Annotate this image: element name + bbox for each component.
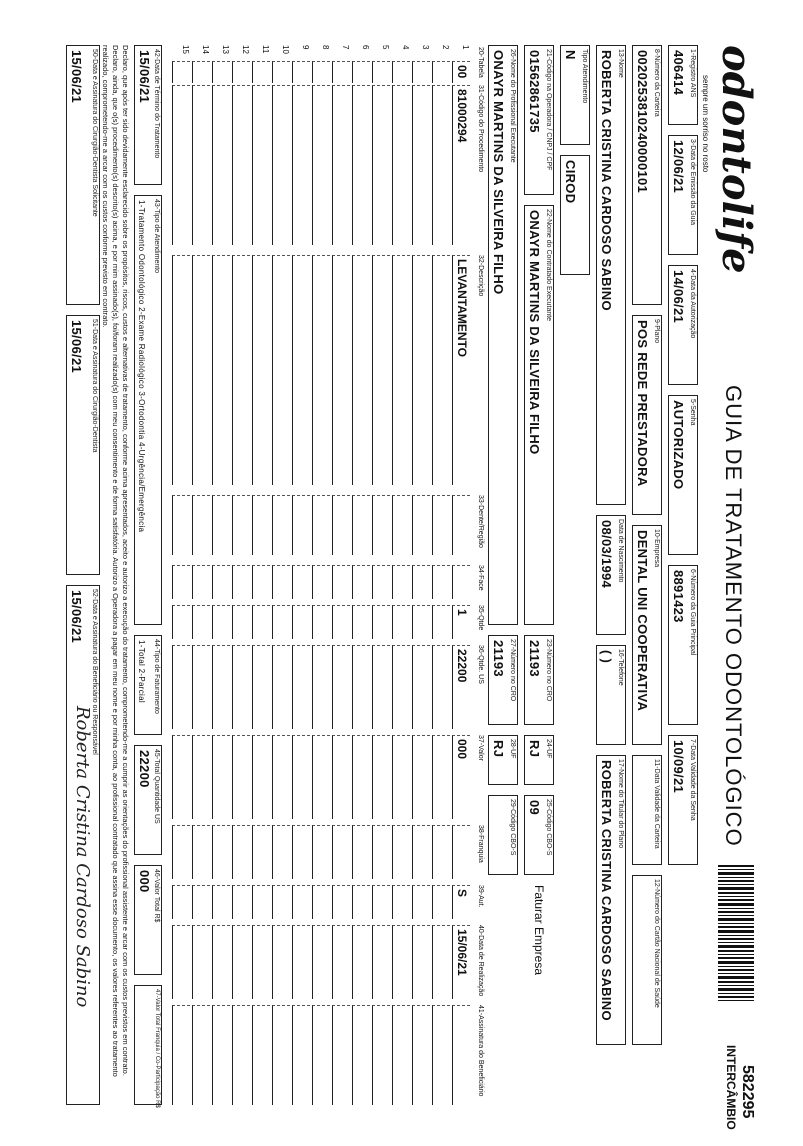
table-cell-codigo [272,85,290,245]
table-cell-valor [352,735,370,819]
table-cell-codigo [432,85,450,245]
data-nascimento-field: Data de Nascimento 08/03/1994 [596,515,626,635]
table-cell-assin [332,1005,350,1105]
table-cell-n: 8 [321,45,330,50]
table-cell-assin [452,1005,470,1105]
data-emissao-field: 3-Data de Emissão da Guia 12/06/21 [668,135,698,255]
table-cell-codigo [412,85,430,245]
table-cell-data [192,925,210,999]
table-cell-dente [352,495,370,555]
table-cell-valor [372,735,390,819]
total-valor-field: 46-Valor Total R$ 000 [134,865,162,975]
table-cell-face [352,565,370,599]
table-cell-aut [332,885,350,919]
validade-carteira-field: 11-Data Validade da Carteira [632,755,662,865]
table-cell-aut [272,885,290,919]
table-cell-codigo [332,85,350,245]
beneficiary-signature: Roberta Cristina Cardoso Sabino [72,706,93,1008]
table-cell-face [452,565,470,599]
table-cell-us [252,645,270,729]
table-cell-qtde [392,605,410,639]
table-cell-descricao [232,255,250,485]
table-cell-us [392,645,410,729]
logo-tagline: sempre um sorriso no rosto [701,75,710,173]
table-cell-data [412,925,430,999]
table-cell-n: 12 [241,45,250,54]
table-cell-assin [252,1005,270,1105]
table-cell-descricao [412,255,430,485]
table-cell-n: 10 [281,45,290,54]
table-cell-face [172,565,190,599]
table-cell-valor [232,735,250,819]
table-row [452,45,470,1105]
table-cell-franquia [372,825,390,879]
table-cell-us [332,645,350,729]
table-cell-tabela [312,61,330,83]
table-row [232,45,250,1105]
table-cell-franquia [432,825,450,879]
table-cell-franquia [452,825,470,879]
cbos-executante-field: 29-Código CBO-S [488,795,518,875]
table-cell-codigo [352,85,370,245]
cbos-field: 25-Código CBO-S 09 [524,795,554,875]
tipo-atendimento-field: Tipo Atendimento N [560,45,590,145]
table-cell-n: 4 [401,45,410,50]
table-cell-face [192,565,210,599]
guide-number: 582295 [739,1065,756,1119]
table-cell-descricao [372,255,390,485]
table-cell-descricao [332,255,350,485]
table-cell-tabela: 00 [452,61,470,83]
table-cell-codigo: 81000294 [452,85,470,245]
table-cell-qtde [292,605,310,639]
table-cell-qtde [372,605,390,639]
table-cell-us [292,645,310,729]
table-cell-aut: S [452,885,470,919]
table-cell-franquia [192,825,210,879]
tipo-atendimento-footer: 43-Tipo de Atendimento 1-Tratamento Odontológico 2-Exame Radiológico 3-Ortodontia 4-Urgência/Emergência [134,195,162,625]
table-cell-descricao [172,255,190,485]
table-cell-aut [352,885,370,919]
table-row [432,45,450,1105]
profissional-executante-field: 26-Nome do Profissional Executante ONAYR MARTINS DA SILVEIRA FILHO [488,45,518,625]
empresa-field: 10-Empresa DENTAL UNI COOPERATIVA [632,525,662,745]
table-cell-dente [312,495,330,555]
table-cell-aut [252,885,270,919]
table-cell-us [432,645,450,729]
table-row [192,45,210,1105]
table-cell-franquia [272,825,290,879]
table-cell-codigo [192,85,210,245]
table-cell-qtde [192,605,210,639]
table-cell-descricao [292,255,310,485]
table-cell-dente [372,495,390,555]
table-row [412,45,430,1105]
table-cell-data [272,925,290,999]
table-cell-face [432,565,450,599]
table-cell-data [312,925,330,999]
table-cell-dente [192,495,210,555]
table-row [332,45,350,1105]
table-cell-descricao [392,255,410,485]
table-cell-aut [372,885,390,919]
barcode-icon [718,865,754,1045]
table-cell-codigo [392,85,410,245]
table-row [252,45,270,1105]
titular-field: 17-Nome do Titular do Plano ROBERTA CRISTINA CARDOSO SABINO [596,755,626,1045]
senha-field: 5-Senha AUTORIZADO [668,395,698,555]
table-cell-assin [312,1005,330,1105]
guide-type: INTERCÂMBIO [724,1045,738,1130]
table-cell-franquia [252,825,270,879]
uf-executante-field: 28-UF RJ [488,735,518,785]
table-cell-codigo [312,85,330,245]
nome-contratado-field: 22-Nome do Contratado Executante ONAYR MARTINS DA SILVEIRA FILHO [524,205,554,625]
table-cell-us [312,645,330,729]
table-row [272,45,290,1105]
table-cell-data [212,925,230,999]
codigo-operadora-field: 21-Código na Operadora / CNPJ / CPF 01562861735 [524,45,554,195]
table-cell-dente [212,495,230,555]
table-cell-valor [332,735,350,819]
signature-dentista: 51-Data e Assinatura do Cirurgião-Dentista 15/06/21 [66,315,100,575]
numero-carteira-field: 8-Número da Carteira 0020253810240000101 [632,45,662,305]
table-cell-us [212,645,230,729]
table-cell-qtde [232,605,250,639]
table-cell-codigo [212,85,230,245]
table-cell-n: 9 [301,45,310,50]
registro-ans-field: 1-Registro ANS 406414 [668,45,698,125]
table-cell-descricao [432,255,450,485]
table-cell-aut [412,885,430,919]
table-cell-valor [292,735,310,819]
table-cell-us [352,645,370,729]
table-cell-aut [292,885,310,919]
table-cell-qtde: 1 [452,605,470,639]
table-cell-data [432,925,450,999]
table-cell-n: 7 [341,45,350,50]
table-cell-valor [212,735,230,819]
table-cell-dente [392,495,410,555]
table-cell-codigo [172,85,190,245]
table-cell-valor [312,735,330,819]
table-cell-dente [172,495,190,555]
table-cell-face [372,565,390,599]
table-cell-descricao [352,255,370,485]
table-cell-franquia [292,825,310,879]
table-cell-valor [252,735,270,819]
table-cell-data [372,925,390,999]
table-cell-tabela [192,61,210,83]
table-cell-data [172,925,190,999]
table-cell-aut [192,885,210,919]
table-cell-tabela [352,61,370,83]
table-cell-codigo [372,85,390,245]
table-cell-franquia [232,825,250,879]
table-cell-dente [252,495,270,555]
table-cell-face [252,565,270,599]
table-cell-n: 13 [221,45,230,54]
table-cell-n: 3 [421,45,430,50]
table-cell-face [392,565,410,599]
table-cell-tabela [172,61,190,83]
tipo-faturamento-field: 44-Tipo de Faturamento 1-Total 2-Parcial [134,635,162,735]
table-cell-data: 15/06/21 [452,925,470,999]
table-cell-assin [352,1005,370,1105]
table-cell-us [172,645,190,729]
table-cell-face [272,565,290,599]
table-cell-dente [432,495,450,555]
table-cell-assin [172,1005,190,1105]
table-cell-data [392,925,410,999]
table-cell-descricao [212,255,230,485]
table-cell-aut [392,885,410,919]
table-cell-dente [452,495,470,555]
table-row [392,45,410,1105]
declaration-text: Declaro, que após ter sido devidamente esclarecido sobre os propósitos, riscos, custos e alternativas de tratamento, conforme acima apresentados, aceito e autorizo a execução do tratamento, comprometendo-me a cumprir as orientações do profissional assistente e arcar com os custos previstos em contrato. Declaro, ainda, que o(s) procedimento(s) descrito(s) acima, e por mim assinado(s), foi/foram realizado(s) com meu consentimento e de forma satisfatória. Autorizo a Operadora a pagar em meu nome e por minha conta, ao profissional contratado que assina esse documento, os valores referentes ao tratamento realizado, comprometendo-me a arcar com os custos conforme previsto em contrato. [101,45,130,1077]
table-cell-tabela [272,61,290,83]
total-us-field: 45-Total Quantidade US 22200 [134,745,162,855]
table-cell-dente [292,495,310,555]
table-row [352,45,370,1105]
signature-solicitante: 50-Data e Assinatura do Cirurgião-Dentista Solicitante 15/06/21 [66,45,100,305]
table-cell-face [292,565,310,599]
table-cell-qtde [212,605,230,639]
table-cell-face [312,565,330,599]
table-cell-us [232,645,250,729]
table-cell-n: 5 [381,45,390,50]
procedures-header: 20-Tabela 31-Código do Procedimento 32-Descrição 33-Dente/Região 34-Face 35-Qtde 36-Qtde. US 37-Valor 38-Franquia 39-Aut. 40-Data de Realização 41-Assinatura do Beneficiário [477,47,484,1097]
table-cell-tabela [292,61,310,83]
nome-field: 13-Nome ROBERTA CRISTINA CARDOSO SABINO [596,45,626,505]
table-cell-dente [232,495,250,555]
table-cell-franquia [172,825,190,879]
table-cell-qtde [432,605,450,639]
table-cell-us [192,645,210,729]
form-title: GUIA DE TRATAMENTO ODONTOLÓGICO [721,385,746,847]
table-cell-assin [192,1005,210,1105]
table-cell-n: 11 [261,45,270,54]
table-cell-franquia [412,825,430,879]
atendimento-desc-field: CIROD [560,155,590,275]
uf-field: 24-UF RJ [524,735,554,785]
table-cell-qtde [352,605,370,639]
table-cell-face [232,565,250,599]
table-cell-n: 1 [461,45,470,50]
table-cell-qtde [252,605,270,639]
table-cell-codigo [292,85,310,245]
table-cell-descricao [252,255,270,485]
table-cell-dente [412,495,430,555]
table-cell-tabela [392,61,410,83]
table-cell-aut [312,885,330,919]
table-cell-tabela [372,61,390,83]
table-cell-qtde [172,605,190,639]
table-cell-valor [192,735,210,819]
odontolife-logo: odontolife [713,45,760,274]
table-row [292,45,310,1105]
table-cell-data [332,925,350,999]
table-cell-n: 2 [441,45,450,50]
table-cell-tabela [232,61,250,83]
plano-field: 9-Plano POS REDE PRESTADORA [632,315,662,515]
table-cell-data [252,925,270,999]
table-cell-assin [432,1005,450,1105]
cro-field: 23-Número no CRO 21193 [524,635,554,725]
table-cell-descricao [192,255,210,485]
table-cell-valor [172,735,190,819]
table-cell-assin [232,1005,250,1105]
table-row [312,45,330,1105]
table-cell-franquia [332,825,350,879]
table-cell-qtde [272,605,290,639]
table-cell-assin [392,1005,410,1105]
table-cell-codigo [232,85,250,245]
signature-beneficiario: 52-Data e Assinatura do Beneficiário ou Responsável 15/06/21 Roberta Cristina Cardoso Sabino [66,585,100,1105]
table-cell-valor: 000 [452,735,470,819]
table-cell-descricao [272,255,290,485]
table-cell-valor [412,735,430,819]
telefone-field: 16-Telefone ( ) [596,645,626,745]
table-cell-data [232,925,250,999]
table-cell-us: 22200 [452,645,470,729]
cns-field: 12-Número do Cartão Nacional de Saúde [632,875,662,1045]
dental-treatment-form [60,45,760,1145]
data-termino-field: 42-Data de Término do Tratamento 15/06/21 [134,45,162,185]
guia-principal-field: 6-Número da Guia Principal 8891423 [668,565,698,725]
table-row [172,45,190,1105]
faturar-label: Faturar Empresa [532,885,546,976]
table-cell-dente [272,495,290,555]
table-cell-tabela [252,61,270,83]
table-cell-assin [412,1005,430,1105]
table-cell-aut [212,885,230,919]
table-cell-aut [232,885,250,919]
cro-executante-field: 27-Número no CRO 21193 [488,635,518,725]
data-autorizacao-field: 4-Data da Autorização 14/06/21 [668,265,698,385]
table-cell-franquia [392,825,410,879]
table-cell-franquia [312,825,330,879]
table-cell-valor [392,735,410,819]
table-cell-face [412,565,430,599]
table-cell-face [212,565,230,599]
table-cell-tabela [412,61,430,83]
table-cell-descricao: LEVANTAMENTO [452,255,470,485]
table-cell-assin [372,1005,390,1105]
table-cell-qtde [412,605,430,639]
table-cell-face [332,565,350,599]
table-row [212,45,230,1105]
validade-senha-field: 7-Data Validade da Senha 10/09/21 [668,735,698,865]
table-cell-dente [332,495,350,555]
table-cell-us [372,645,390,729]
table-cell-franquia [212,825,230,879]
table-cell-n: 15 [181,45,190,54]
table-cell-n: 14 [201,45,210,54]
table-cell-n: 6 [361,45,370,50]
table-cell-tabela [432,61,450,83]
table-cell-qtde [332,605,350,639]
table-cell-valor [432,735,450,819]
table-cell-qtde [312,605,330,639]
table-cell-valor [272,735,290,819]
table-cell-tabela [212,61,230,83]
table-cell-data [292,925,310,999]
table-cell-us [272,645,290,729]
table-cell-aut [432,885,450,919]
table-cell-tabela [332,61,350,83]
table-cell-data [352,925,370,999]
total-franquia-field: 47-Valor Total Franquia / Co-Participação R$ [134,985,162,1105]
table-cell-assin [212,1005,230,1105]
table-cell-aut [172,885,190,919]
table-cell-franquia [352,825,370,879]
table-cell-descricao [312,255,330,485]
table-cell-us [412,645,430,729]
table-cell-codigo [252,85,270,245]
table-cell-assin [272,1005,290,1105]
table-row [372,45,390,1105]
table-cell-assin [292,1005,310,1105]
